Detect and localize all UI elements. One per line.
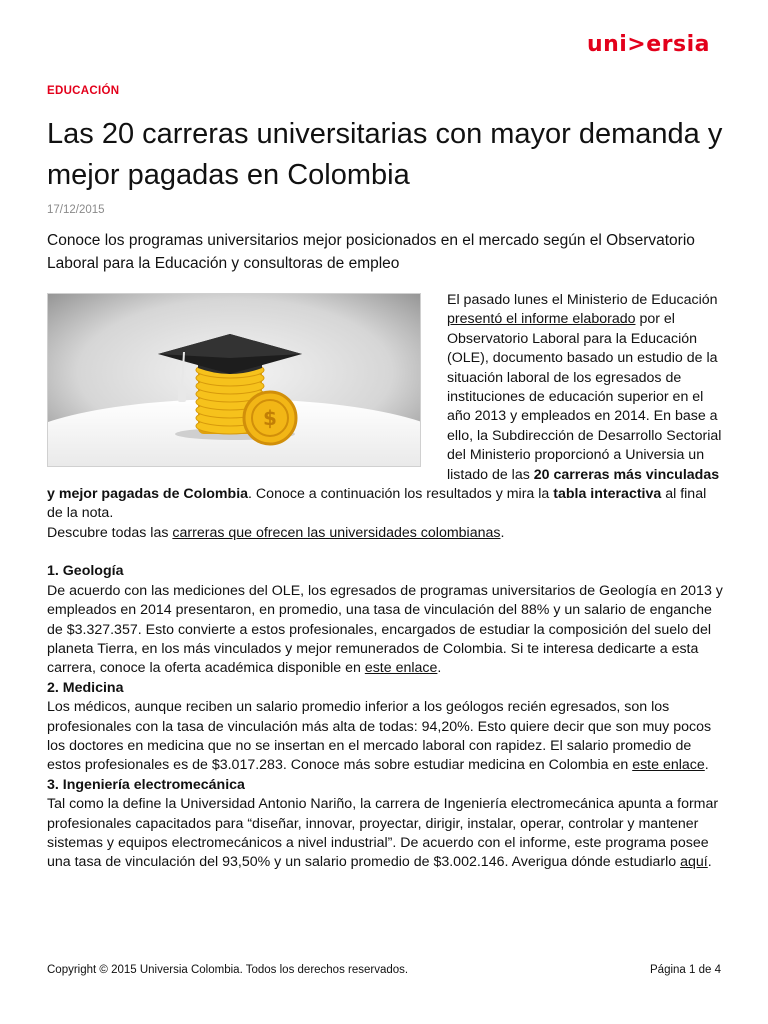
page-number: Página 1 de 4	[650, 964, 721, 976]
article-title: Las 20 carreras universitarias con mayor demanda y mejor pagadas en Colombia	[47, 118, 723, 191]
section-geologia	[47, 562, 723, 678]
section-text: Tal como la define la Universidad Antonio Nariño, la carrera de Ingeniería electromecánica apunta a formar profesionales capacitados para “diseñar, innovar, proyectar, dirigir, instalar, operar, controlar y mantener sistemas y equipos electromecánicos a nivel industrial”. De acuerdo con el informe, este programa posee una tasa de vinculación del 93,50% y un salario promedio de $3.002.146. Averigua dónde estudiarlo aquí.	[47, 796, 719, 871]
svg-text:$: $	[263, 406, 277, 430]
copyright-text: Copyright © 2015 Universia Colombia. Todos los derechos reservados.	[47, 964, 409, 976]
section-heading: 2. Medicina	[47, 679, 124, 696]
carreras-paragraph: Descubre todas las carreras que ofrecen las universidades colombianas.	[47, 524, 505, 541]
section-heading: 3. Ingeniería electromecánica	[47, 776, 245, 793]
section-link[interactable]: este enlace	[632, 757, 705, 774]
highlight-text: tabla interactiva	[553, 486, 662, 503]
highlight-text: 20 carreras más vinculadas y mejor pagadas de Colombia	[47, 466, 720, 503]
section-medicina	[47, 679, 723, 776]
section-link[interactable]: este enlace	[364, 660, 438, 677]
section-heading: 1. Geología	[47, 563, 124, 580]
carreras-link[interactable]: carreras que ofrecen las universidades colombianas	[172, 524, 501, 541]
section-text: De acuerdo con las mediciones del OLE, los egresados de programas universitarios de Geología en 2013 y empleados en 2014 presentaron, en promedio, una tasa de vinculación del 88% y un salario de enganche de $3.327.357. Esto convierte a estos profesionales, encargados de estudiar la composición del suelo del planeta Tierra, en los más vinculados y mejor remunerados de Colombia. Si te interesa dedicarte a esta carrera, conoce la oferta académica disponible en este enlace.	[47, 582, 723, 677]
category-label: EDUCACIÓN	[47, 85, 120, 97]
graduation-cap-coins-image	[47, 293, 421, 467]
intro-paragraph: El pasado lunes el Ministerio de Educación presentó el informe elaborado por el Observatorio Laboral para la Educación (OLE), documento basado un estudio de la situación laboral de los egresados de instituciones de educación superior en el año 2013 y empleados en 2014. En base a ello, la Subdirección de Desarrollo Sectorial del Ministerio proporcionó a Universia un listado de las 20 carreras más vinculadas y mejor pagadas de Colombia. Conoce a continuación los resultados y mira la tabla interactiva al final de la nota.	[47, 292, 722, 522]
publish-date: 17/12/2015	[47, 204, 105, 216]
spacer	[47, 543, 723, 562]
article-body	[47, 291, 723, 873]
universia-logo[interactable]: uni>ersia	[586, 32, 710, 57]
section-text: Los médicos, aunque reciben un salario promedio inferior a los geólogos recién egresados, son los profesionales con la tasa de vinculación más alta de todas: 94,20%. Esto quiere decir que son muy pocos los doctores en medicina que no se insertan en el mercado laboral con rapidez. El salario promedio de estos profesionales es de $3.017.283. Conoce más sobre estudiar medicina en Colombia en este enlace.	[47, 699, 712, 774]
section-electromecanica	[47, 776, 723, 873]
section-link[interactable]: aquí	[680, 854, 708, 871]
article-lead: Conoce los programas universitarios mejor posicionados en el mercado según el Observatorio Laboral para la Educación y consultoras de empleo	[47, 232, 695, 272]
informe-link[interactable]: presentó el informe elaborado	[447, 311, 636, 328]
